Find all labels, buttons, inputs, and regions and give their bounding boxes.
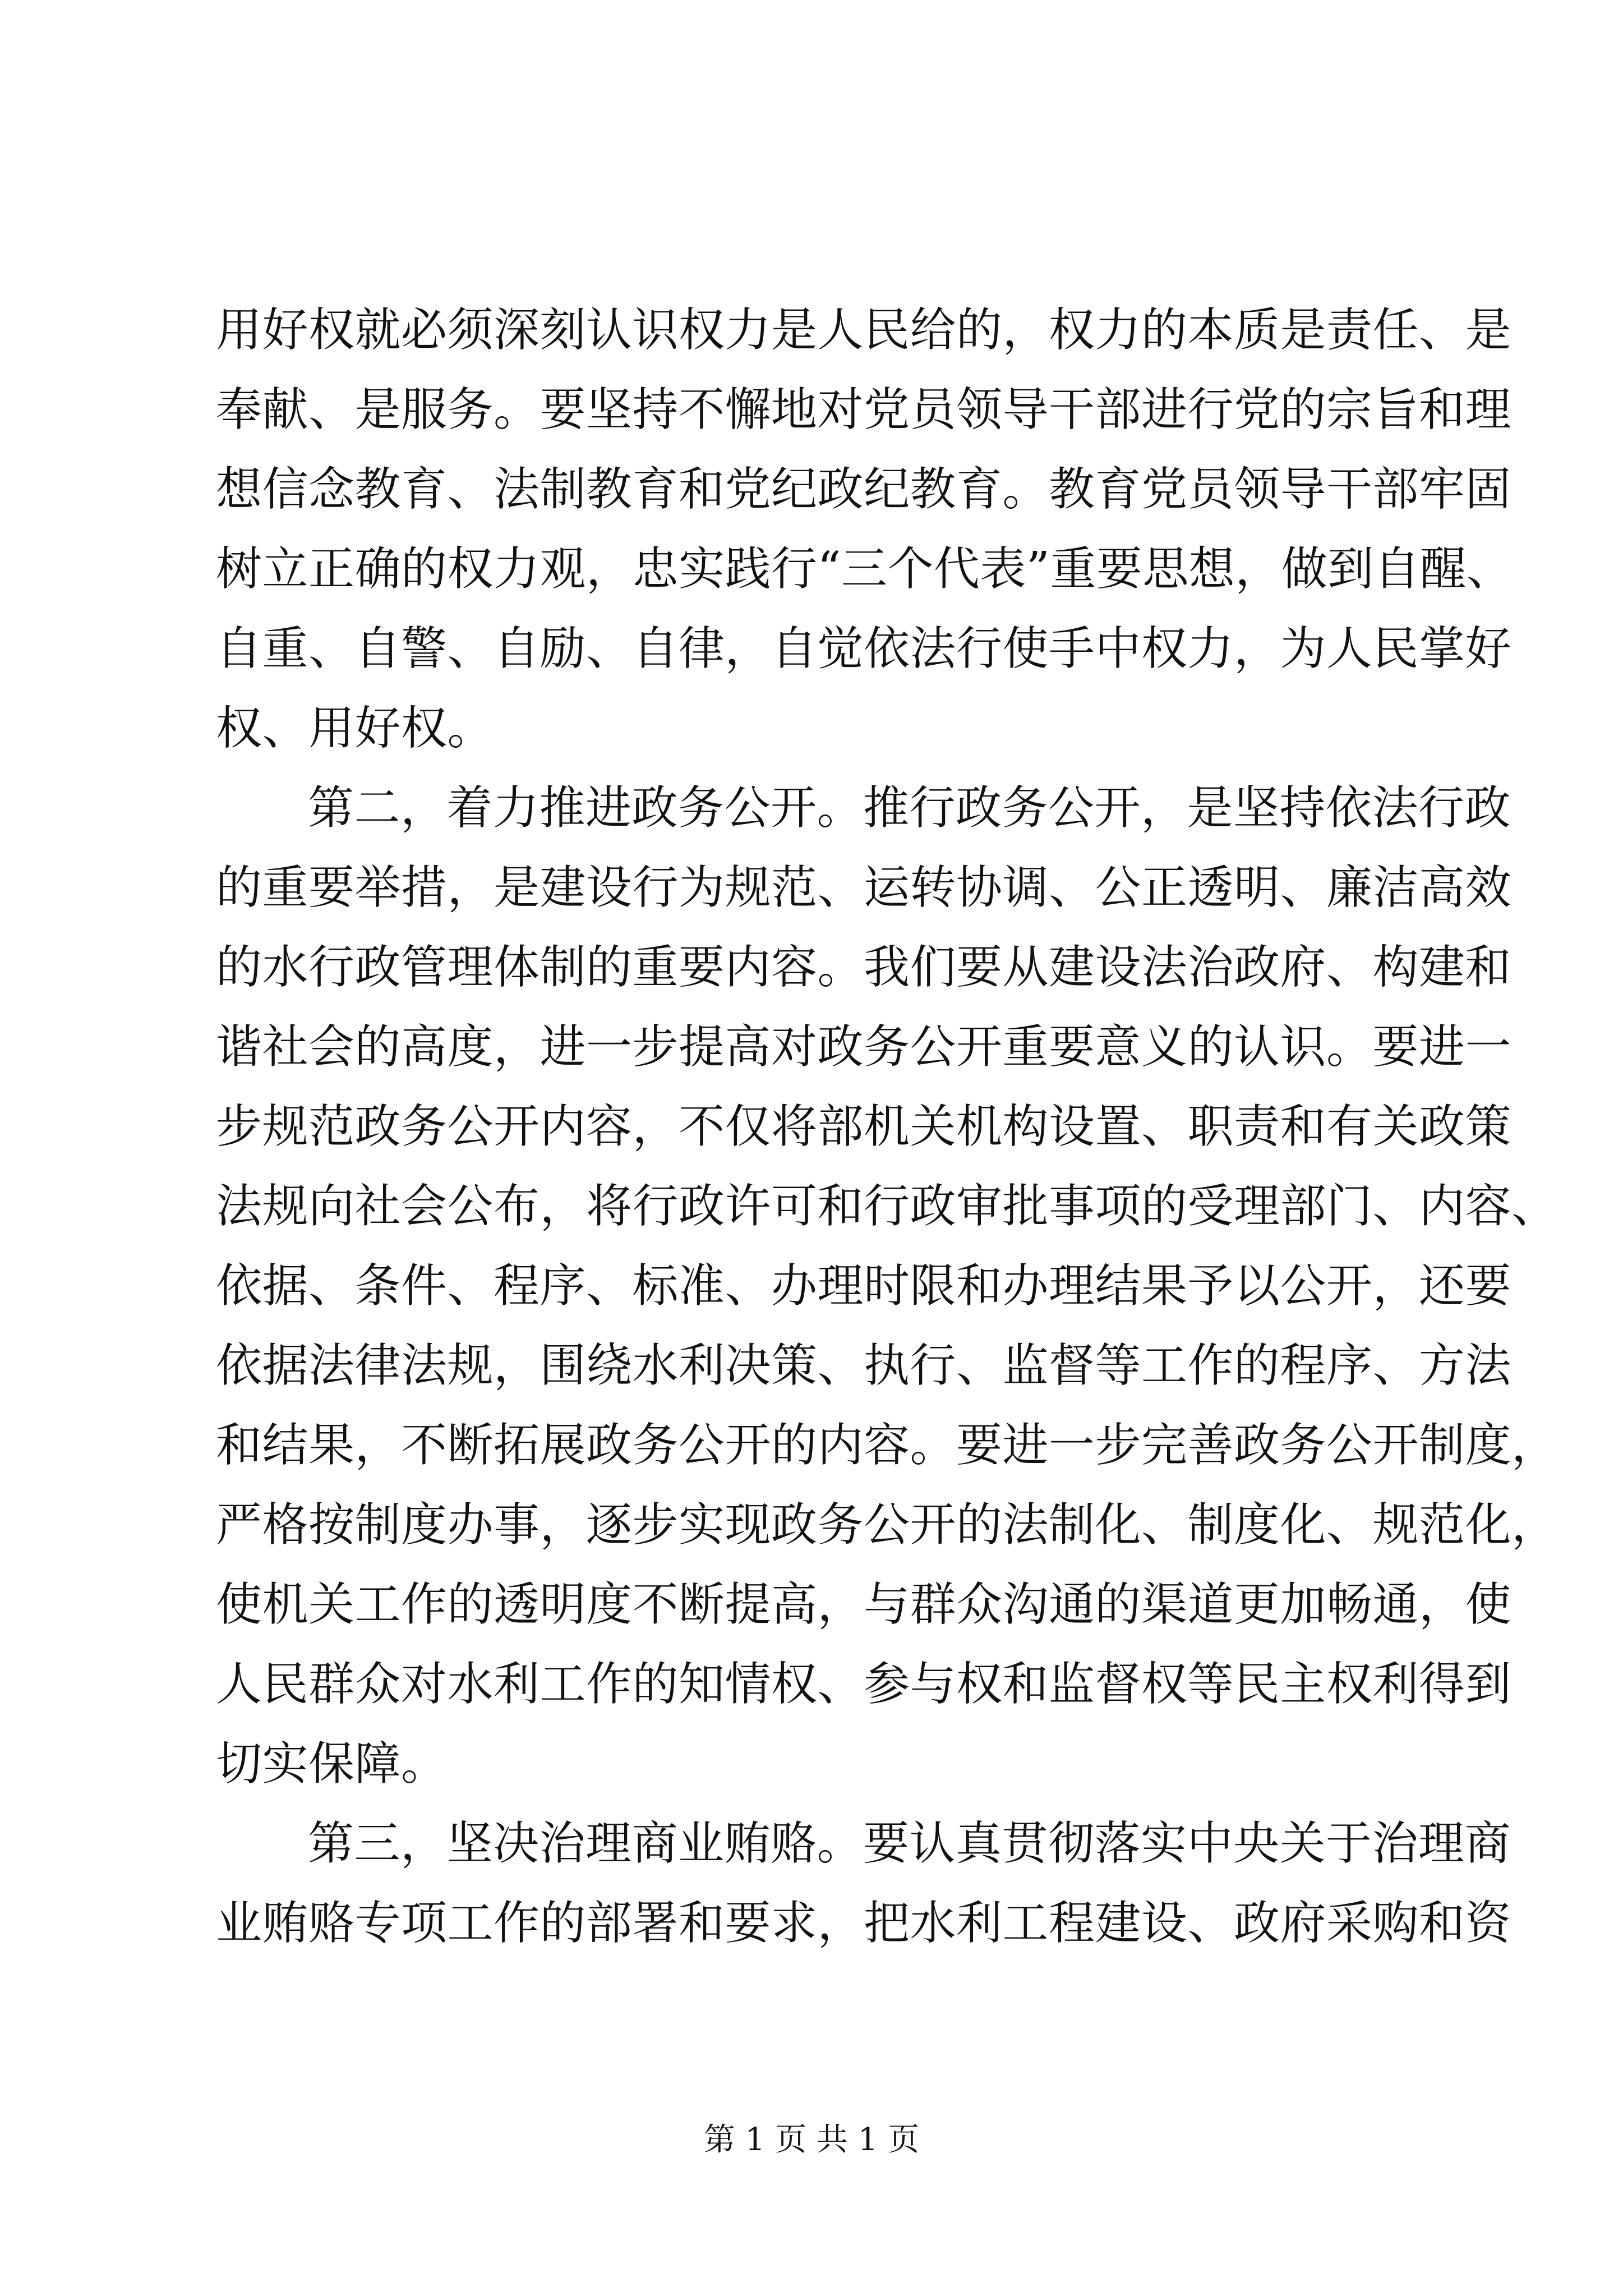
text-line: 第三，坚决治理商业贿赂。要认真贯彻落实中央关于治理商 — [308, 1817, 1511, 1870]
text-line: 依据法律法规，围绕水利决策、执行、监督等工作的程序、方法 — [216, 1339, 1512, 1392]
text-line: 的重要举措，是建设行为规范、运转协调、公正透明、廉洁高效 — [216, 861, 1512, 914]
text-line: 树立正确的权力观，忠实践行“三个代表”重要思想，做到自醒、 — [216, 542, 1513, 596]
page-number-label: 第 1 页 共 1 页 — [703, 2122, 920, 2158]
text-line: 想信念教育、法制教育和党纪政纪教育。教育党员领导干部牢固 — [216, 463, 1512, 516]
text-line: 自重、自警、自励、自律，自觉依法行使手中权力，为人民掌好 — [216, 622, 1512, 675]
text-line: 人民群众对水利工作的知情权、参与权和监督权等民主权利得到 — [216, 1658, 1512, 1711]
text-line: 严格按制度办事，逐步实现政务公开的法制化、制度化、规范化， — [216, 1498, 1558, 1552]
text-line: 切实保障。 — [216, 1737, 448, 1791]
text-line: 奉献、是服务。要坚持不懈地对党员领导干部进行党的宗旨和理 — [216, 383, 1512, 436]
text-line: 法规向社会公布，将行政许可和行政审批事项的受理部门、内容、 — [216, 1180, 1558, 1233]
text-line: 第二，着力推进政务公开。推行政务公开，是坚持依法行政 — [308, 781, 1511, 835]
document-body — [216, 291, 1558, 1963]
paragraph-2 — [216, 769, 1558, 1804]
page-footer — [0, 2120, 1623, 2160]
text-line: 步规范政务公开内容，不仅将部机关机构设置、职责和有关政策 — [216, 1100, 1512, 1153]
text-line: 和结果，不断拓展政务公开的内容。要进一步完善政务公开制度， — [216, 1419, 1558, 1472]
text-line: 业贿赂专项工作的部署和要求，把水利工程建设、政府采购和资 — [216, 1897, 1512, 1950]
paragraph-3 — [216, 1804, 1512, 1963]
text-line: 的水行政管理体制的重要内容。我们要从建设法治政府、构建和 — [216, 941, 1512, 994]
text-line: 使机关工作的透明度不断提高，与群众沟通的渠道更加畅通，使 — [216, 1578, 1512, 1631]
text-line: 依据、条件、程序、标准、办理时限和办理结果予以公开，还要 — [216, 1259, 1512, 1313]
paragraph-1 — [216, 291, 1513, 769]
text-line: 谐社会的高度，进一步提高对政务公开重要意义的认识。要进一 — [216, 1020, 1512, 1074]
text-line: 权、用好权。 — [216, 702, 494, 755]
text-line: 用好权就必须深刻认识权力是人民给的，权力的本质是责任、是 — [216, 303, 1512, 357]
